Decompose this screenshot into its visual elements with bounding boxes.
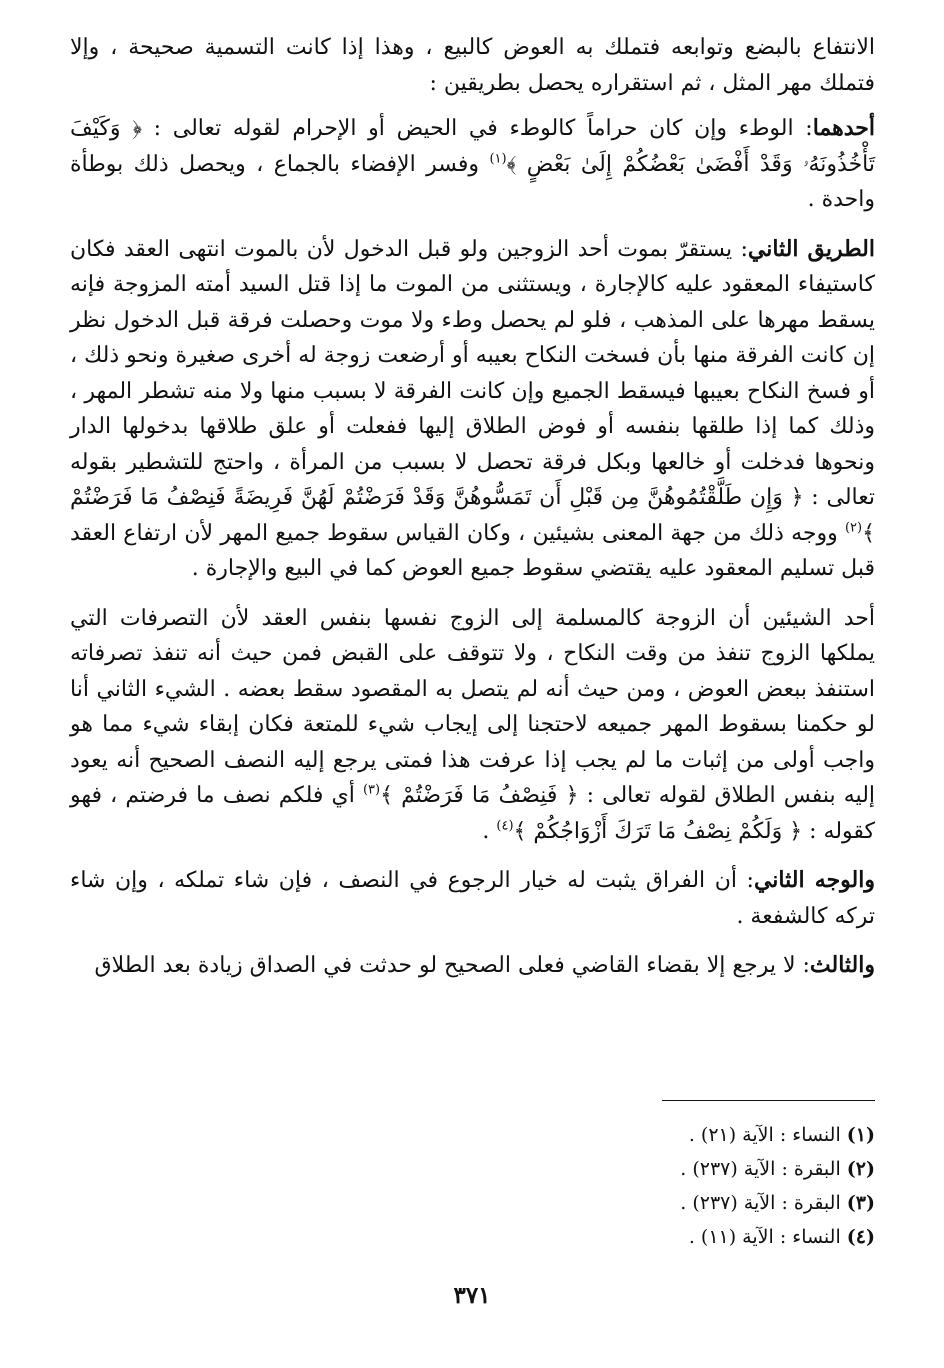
paragraph-continuation: [70, 30, 875, 101]
footnote-reference: (٣): [362, 782, 381, 798]
footnote-text: البقرة : الآية (٢٣٧) .: [680, 1158, 841, 1180]
paragraph-heading: أحدهما: [812, 115, 875, 141]
paragraph-text: : لا يرجع إلا بقضاء القاضي فعلى الصحيح لو حدثت في الصداق زيادة بعد الطلاق: [94, 953, 810, 978]
paragraph-two-things: [70, 601, 875, 850]
paragraph-second-way: [70, 232, 875, 587]
quran-verse: ﴿ وَإِن طَلَّقْتُمُوهُنَّ مِن قَبْلِ أَن تَمَسُّوهُنَّ وَقَدْ فَرَضْتُمْ لَهُنَّ فَرِيضَةً فَنِصْفُ مَا فَرَضْتُمْ ﴾: [70, 485, 875, 546]
footnote-text: النساء : الآية (١١) .: [688, 1226, 841, 1248]
paragraph-text: ووجه ذلك من جهة المعنى بشيئين ، وكان القياس سقوط جميع المهر لأن ارتفاع العقد قبل تسليم المعقود عليه يقتضي سقوط جميع العوض كما في البيع والإجارة .: [70, 520, 875, 581]
paragraph-heading: الطريق الثاني: [747, 235, 875, 262]
book-page: [70, 30, 875, 1350]
paragraph-text: الانتفاع بالبضع وتوابعه فتملك به العوض كالبيع ، وهذا إذا كانت التسمية صحيحة ، وإلا فتملك مهر المثل ، ثم استقراره يحصل بطريقين :: [70, 35, 875, 96]
footnote-text: البقرة : الآية (٢٣٧) .: [680, 1192, 841, 1214]
paragraph-text: وفسر الإفضاء بالجماع ، ويحصل ذلك بوطأة واحدة .: [70, 151, 875, 212]
paragraph-text: أي فلكم نصف ما فرضتم ، فهو كقوله :: [70, 783, 875, 844]
quran-verse: ﴿ فَنِصْفُ مَا فَرَضْتُمْ ﴾: [380, 783, 579, 808]
paragraph-second-aspect: [70, 863, 875, 934]
footnote-item: [70, 1152, 875, 1186]
footnote-item: [70, 1118, 875, 1152]
paragraph-text: : يستقرّ بموت أحد الزوجين ولو قبل الدخول لأن بالموت انتهى العقد فكان كاستيفاء المعقود عليه كالإجارة ، ويستثنى من الموت ما إذا قتل السيد أمته المزوجة فإنه يسقط مهرها على المذهب ، فلو لم يحصل وطء ولا موت وحصلت فرقة قبل الدخول نظر إن كانت الفرقة منها بأن فسخت النكاح بعيبه أو أرضعت زوجة له أخرى صغيرة ونحو ذلك ، أو فسخ النكاح بعيبها فيسقط الجميع وإن كانت الفرقة لا بسبب منها ولا منه تشطر المهر ، وذلك كما إذا طلقها بنفسه أو فوض الطلاق إليها ففعلت أو علق طلاقها بدخولها الدار ونحوها فدخلت أو خالعها وبكل فرقة تحصل لا بسبب من المرأة ، واحتج للتشطير بقوله تعالى :: [70, 236, 875, 510]
paragraph-text: .: [482, 818, 497, 844]
paragraph-text: : الوطء وإن كان حراماً كالوطء في الحيض أو الإحرام لقوله تعالى :: [141, 116, 813, 141]
footnote-reference: (٤): [496, 818, 514, 834]
paragraph-heading: والوجه الثاني: [753, 867, 875, 893]
footnote-reference: (٢): [844, 520, 863, 536]
footnote-number: (٤): [846, 1226, 875, 1248]
footnote-divider: [662, 1100, 875, 1101]
paragraph-text: أحد الشيئين أن الزوجة كالمسلمة إلى الزوج نفسها بنفس العقد لأن التصرفات التي يملكها الزوج تنفذ من وقت النكاح ، ولا تتوقف على القبض فمن حيث أنه تنفذ تصرفاته استنفذ ببعض العوض ، ومن حيث أنه لم يتصل به المقصود سقط بعضه . الشيء الثاني أنا لو حكمنا بسقوط المهر جميعه لاحتجنا إلى إيجاب شيء للمتعة فكان إبقاء شيء مما هو واجب أولى من إثبات ما لم يجب إذا عرفت هذا فمتى يرجع إليه النصف الصحيح أنه يعود إليه بنفس الطلاق لقوله تعالى :: [70, 605, 876, 808]
quran-verse: ﴿ وَلَكُمْ نِصْفُ مَا تَرَكَ أَزْوَاجُكُمْ ﴾: [513, 818, 803, 844]
footnote-reference: (١): [489, 151, 507, 167]
footnotes-list: [70, 1118, 875, 1254]
footnote-number: (٢): [846, 1158, 875, 1180]
paragraph-third-aspect: [70, 948, 875, 984]
footnote-item: [70, 1220, 875, 1254]
footnote-item: [70, 1186, 875, 1220]
paragraph-first-way: [70, 111, 875, 218]
paragraph-heading: والثالث: [809, 952, 875, 978]
footnote-text: النساء : الآية (٢١) .: [688, 1124, 841, 1146]
quran-verse: ﴿ وَكَيْفَ تَأْخُذُونَهُۥ وَقَدْ أَفْضَىٰ بَعْضُكُمْ إِلَىٰ بَعْضٍ ﴾: [70, 116, 875, 177]
footnote-number: (١): [846, 1124, 875, 1146]
page-number: ٣٧١: [453, 1282, 491, 1309]
paragraph-text: : أن الفراق يثبت له خيار الرجوع في النصف ، فإن شاء تملكه ، وإن شاء تركه كالشفعة .: [70, 868, 875, 929]
footnote-number: (٣): [846, 1192, 875, 1214]
